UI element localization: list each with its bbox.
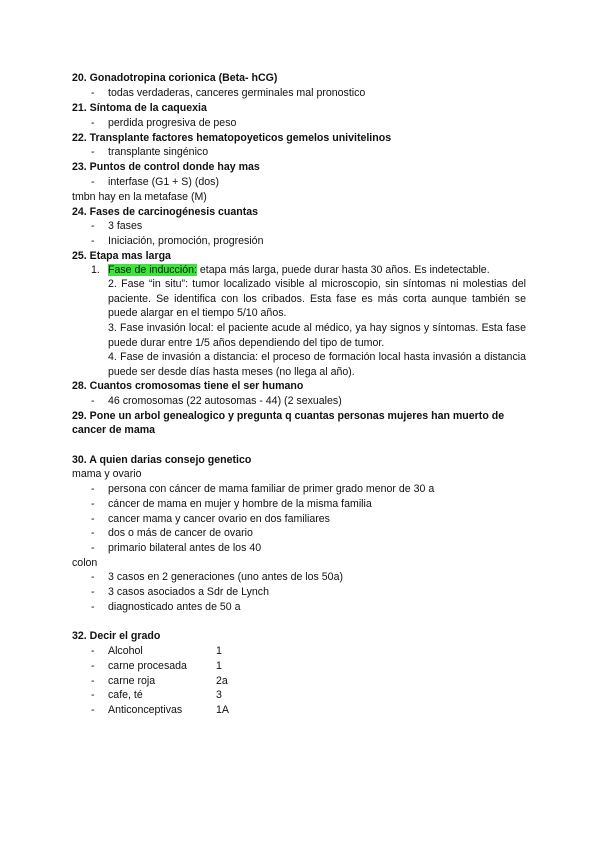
q23-title: 23. Puntos de control donde hay mas (72, 161, 260, 173)
q30-group-colon-label: colon (72, 557, 98, 569)
bullet-dash: - (91, 542, 95, 554)
q30-mama-item-1: persona con cáncer de mama familiar de primer grado menor de 30 a (108, 483, 435, 495)
q24-item-1: 3 fases (108, 220, 143, 232)
bullet-dash: - (91, 571, 95, 583)
q25-phase1-rest: etapa más larga, puede durar hasta 30 años. Es indetectable. (196, 264, 490, 276)
bullet-dash: - (91, 513, 95, 525)
q25-phase1-number: 1. (91, 264, 100, 276)
bullet-dash: - (91, 176, 95, 188)
bullet-dash: - (91, 498, 95, 510)
q32-row-grade: 1 (216, 645, 222, 657)
q29-title-line2: cancer de mama (72, 424, 156, 436)
bullet-dash: - (91, 220, 95, 232)
bullet-dash: - (91, 704, 95, 716)
q32-row-item: Anticonceptivas (108, 704, 183, 716)
bullet-dash: - (91, 586, 95, 598)
q32-row-grade: 2a (216, 675, 228, 687)
q25-phase4: 4. Fase de invasión a distancia: el proceso de formación local hasta invasión a distancia puede ser desde días hasta meses (no llega al año). (108, 351, 526, 378)
q32-row-grade: 1 (216, 660, 222, 672)
q30-colon-item-3: diagnosticado antes de 50 a (108, 601, 241, 613)
q20-title: 20. Gonadotropina corionica (Beta- hCG) (72, 72, 278, 84)
q32-title: 32. Decir el grado (72, 630, 161, 642)
bullet-dash: - (91, 483, 95, 495)
bullet-dash: - (91, 660, 95, 672)
bullet-dash: - (91, 117, 95, 129)
q32-row-item: cafe, té (108, 689, 143, 701)
bullet-dash: - (91, 235, 95, 247)
q30-mama-item-3: cancer mama y cancer ovario en dos familiares (108, 513, 330, 525)
q23-item-1: interfase (G1 + S) (dos) (108, 176, 219, 188)
q25-title: 25. Etapa mas larga (72, 250, 171, 262)
bullet-dash: - (91, 675, 95, 687)
bullet-dash: - (91, 395, 95, 407)
bullet-dash: - (91, 146, 95, 158)
q32-row-grade: 1A (216, 704, 229, 716)
q21-item-1: perdida progresiva de peso (108, 117, 237, 129)
q30-mama-item-5: primario bilateral antes de los 40 (108, 542, 262, 554)
q30-group-mama-label: mama y ovario (72, 468, 142, 480)
q30-colon-item-1: 3 casos en 2 generaciones (uno antes de los 50a) (108, 571, 343, 583)
q25-phase3: 3. Fase invasión local: el paciente acude al médico, ya hay signos y síntomas. Esta fase puede durar entre 1/5 años dependiendo del tipo de tumor. (108, 322, 526, 349)
q30-title: 30. A quien darias consejo genetico (72, 454, 252, 466)
bullet-dash: - (91, 645, 95, 657)
q21-title: 21. Síntoma de la caquexia (72, 102, 207, 114)
q28-title: 28. Cuantos cromosomas tiene el ser humano (72, 380, 304, 392)
bullet-dash: - (91, 87, 95, 99)
q22-item-1: transplante singénico (108, 146, 209, 158)
q32-row-item: carne roja (108, 675, 156, 687)
q20-item-1: todas verdaderas, canceres germinales mal pronostico (108, 87, 366, 99)
q32-row-item: carne procesada (108, 660, 187, 672)
q23-note: tmbn hay en la metafase (M) (72, 191, 207, 203)
q30-mama-item-2: cáncer de mama en mujer y hombre de la misma familia (108, 498, 372, 510)
q28-item-1: 46 cromosomas (22 autosomas - 44) (2 sexuales) (108, 395, 342, 407)
q32-row-item: Alcohol (108, 645, 143, 657)
q24-item-2: Iniciación, promoción, progresión (108, 235, 264, 247)
highlighted-text: Fase de inducción: (108, 264, 197, 276)
q30-mama-item-4: dos o más de cancer de ovario (108, 527, 253, 539)
bullet-dash: - (91, 601, 95, 613)
q25-phase1 (108, 263, 490, 277)
q24-title: 24. Fases de carcinogénesis cuantas (72, 206, 259, 218)
q22-title: 22. Transplante factores hematopoyeticos gemelos univitelinos (72, 132, 392, 144)
bullet-dash: - (91, 689, 95, 701)
q25-phase2: 2. Fase “in situ”: tumor localizado visible al microscopio, sin síntomas ni molestias del paciente. Se identifica con los cribados. Esta fase es más corta aunque también se puede alargar en el tiempo 5/10 años. (108, 278, 526, 320)
q32-row-grade: 3 (216, 689, 222, 701)
bullet-dash: - (91, 527, 95, 539)
q29-title-line1: 29. Pone un arbol genealogico y pregunta q cuantas personas mujeres han muerto de (72, 410, 505, 422)
q30-colon-item-2: 3 casos asociados a Sdr de Lynch (108, 586, 269, 598)
